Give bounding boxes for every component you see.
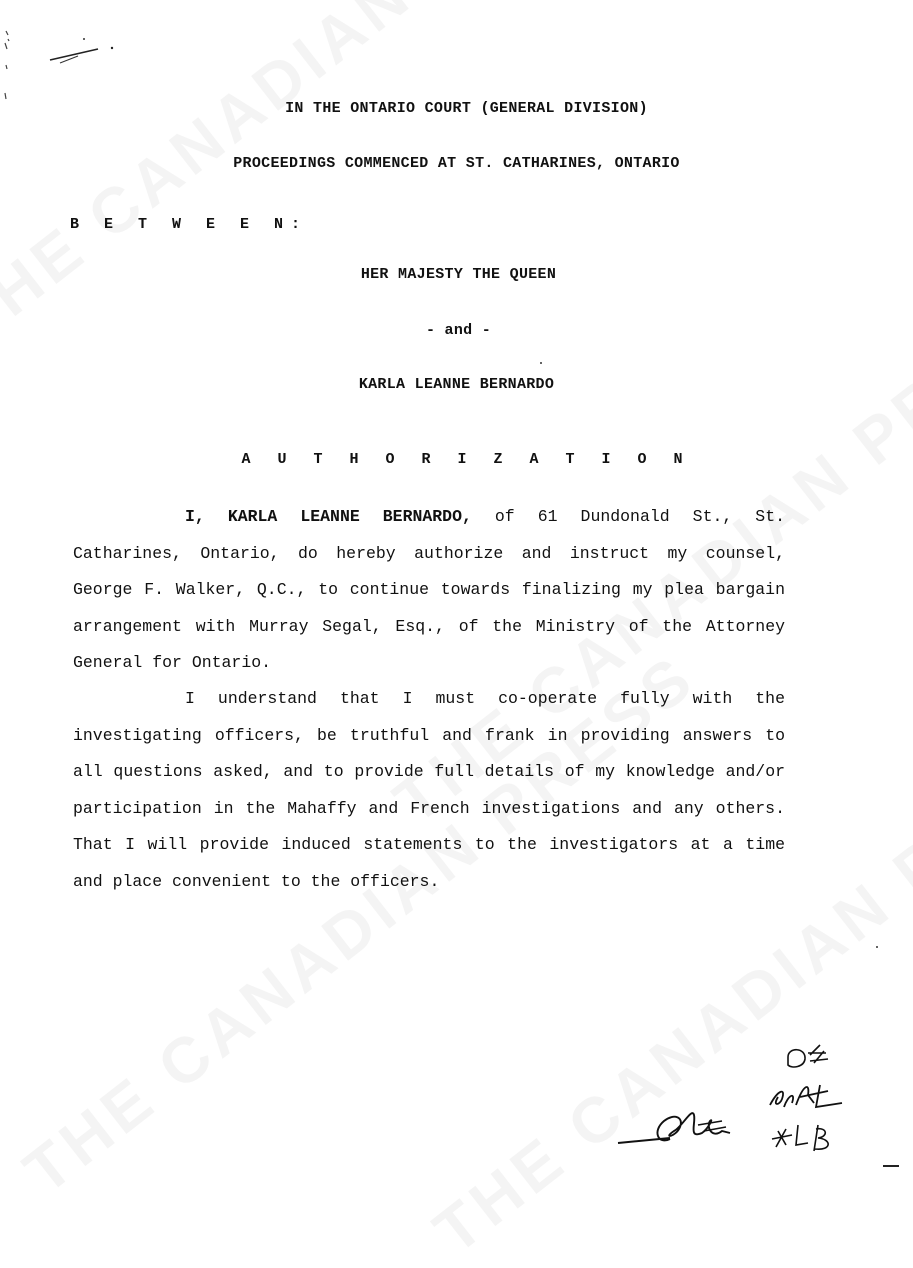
proceedings-heading: PROCEEDINGS COMMENCED AT ST. CATHARINES, ONTARIO (233, 155, 680, 172)
party-accused: KARLA LEANNE BERNARDO (358, 376, 555, 393)
party-crown: HER MAJESTY THE QUEEN (360, 266, 557, 283)
court-heading: IN THE ONTARIO COURT (GENERAL DIVISION) (285, 100, 648, 117)
handwritten-signature (610, 1035, 870, 1165)
and-separator: - and - (425, 322, 492, 339)
paragraph-text: of 61 Dundonald St., St. Catharines, Ontario, do hereby authorize and instruct my counsel, George F. Walker, Q.C., to continue towards finalizing my plea bargain arrangement with Murray Segal, Esq., of the Ministry of the Attorney General for Ontario. (73, 507, 785, 672)
document-title: A U T H O R I Z A T I O N (241, 451, 692, 468)
speck (540, 362, 542, 364)
pen-mark (0, 25, 130, 105)
paragraph-text: I understand that I must co-operate fully with the investigating officers, be truthful and frank in providing answers to all questions asked, and to provide full details of my knowledge and/or participation in the Mahaffy and French investigations and any others. That I will provide induced statements to the investigators at a time and place convenient to the officers. (73, 689, 785, 891)
undertaking-paragraph (73, 681, 785, 900)
speck (876, 946, 878, 948)
margin-mark (883, 1165, 899, 1167)
authorization-paragraph (73, 499, 785, 682)
declarant-name: I, KARLA LEANNE BERNARDO, (185, 507, 472, 526)
between-label: B E T W E E N: (70, 216, 309, 233)
